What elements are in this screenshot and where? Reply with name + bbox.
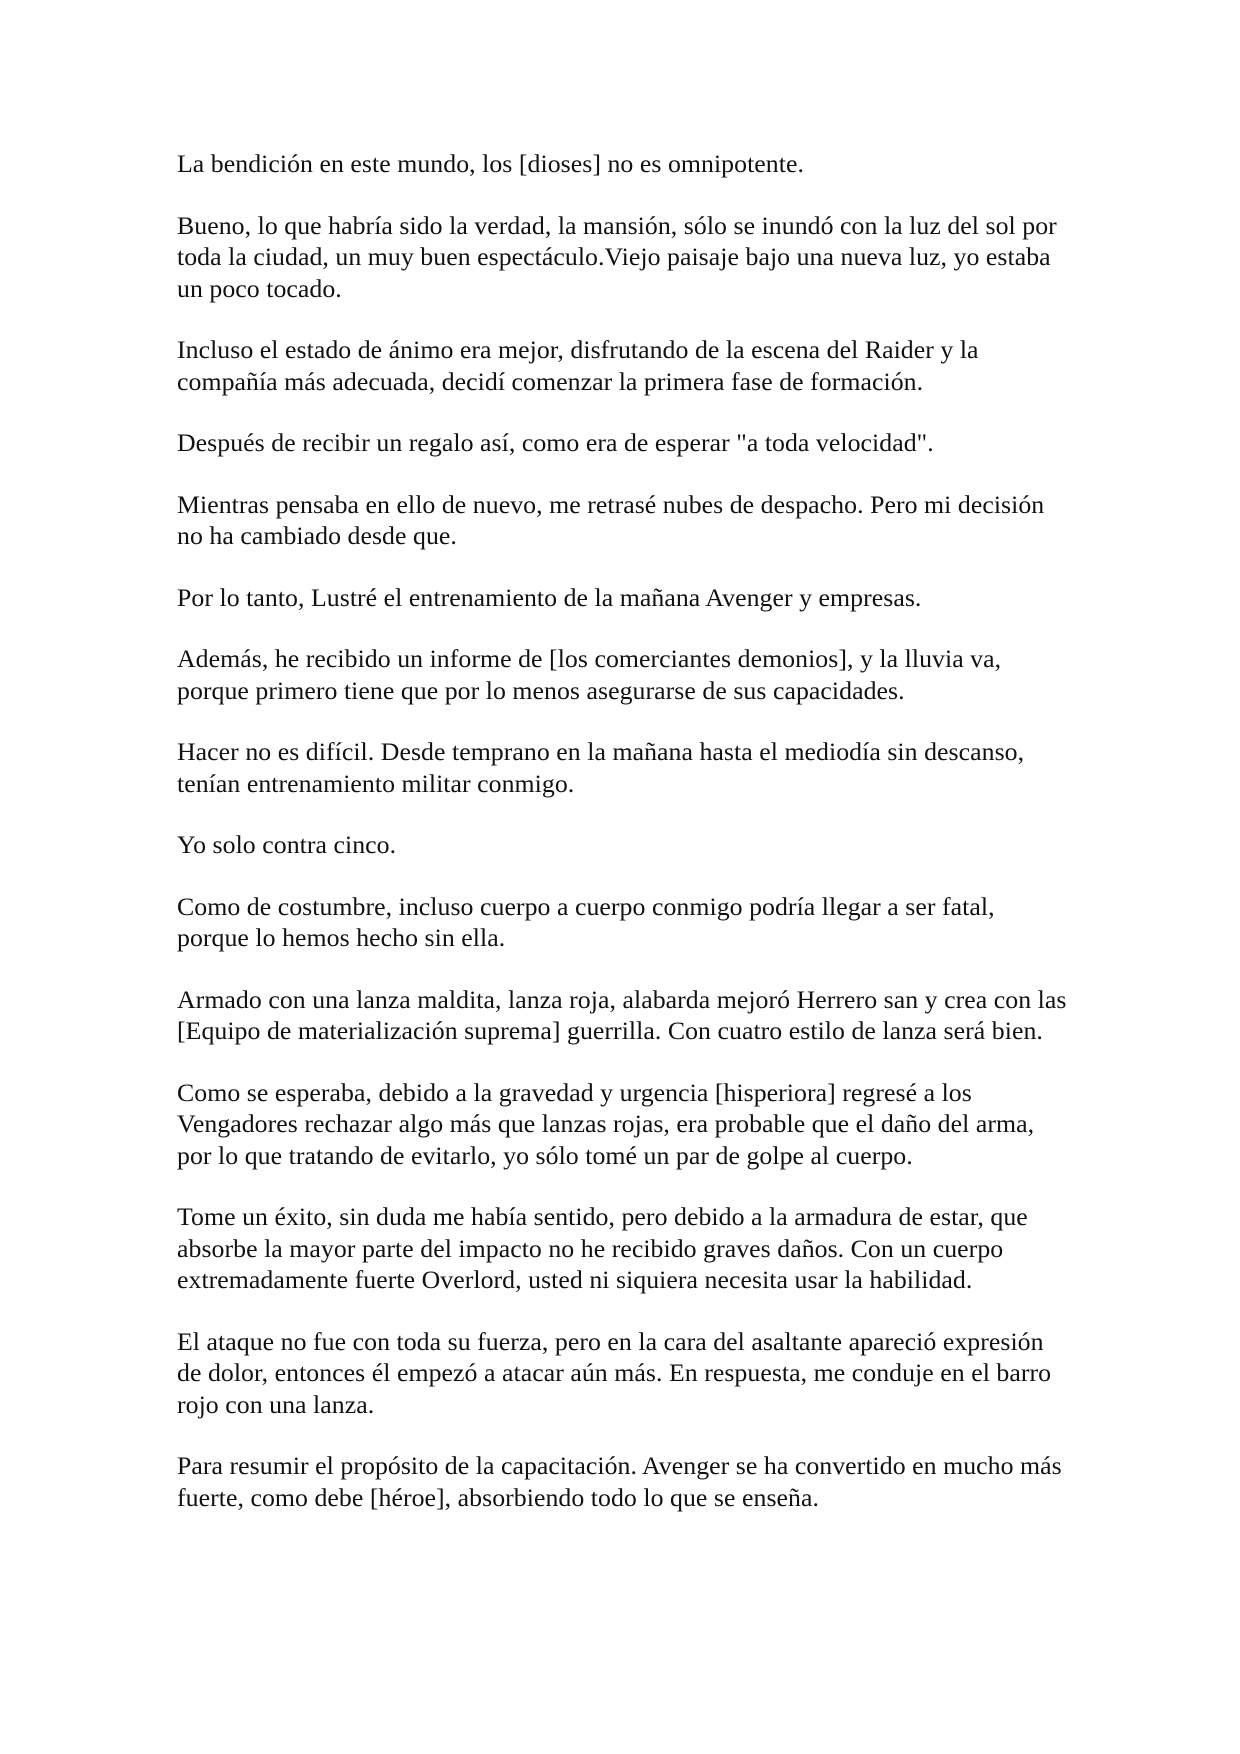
paragraph-4: Después de recibir un regalo así, como era de esperar "a toda velocidad". bbox=[177, 428, 934, 457]
paragraph-7: Además, he recibido un informe de [los comerciantes demonios], y la lluvia va, porque primero tiene que por lo menos asegurarse de sus capacidades. bbox=[177, 644, 1002, 705]
paragraph-9: Yo solo contra cinco. bbox=[177, 830, 397, 859]
paragraph-15: Para resumir el propósito de la capacitación. Avenger se ha convertido en mucho más fuerte, como debe [héroe], absorbiendo todo lo que se enseña. bbox=[177, 1451, 1062, 1512]
paragraph-2: Bueno, lo que habría sido la verdad, la mansión, sólo se inundó con la luz del sol por toda la ciudad, un muy buen espectáculo.Viejo paisaje bajo una nueva luz, yo estaba un poco tocado. bbox=[177, 210, 1057, 303]
paragraph-1: La bendición en este mundo, los [dioses] no es omnipotente. bbox=[177, 149, 804, 178]
paragraph-6: Por lo tanto, Lustré el entrenamiento de la mañana Avenger y empresas. bbox=[177, 582, 922, 612]
paragraph-3: Incluso el estado de ánimo era mejor, disfrutando de la escena del Raider y la compañía más adecuada, decidí comenzar la primera fase de formación. bbox=[177, 335, 979, 396]
paragraph-13: Tome un éxito, sin duda me había sentido, pero debido a la armadura de estar, que absorbe la mayor parte del impacto no he recibido graves daños. Con un cuerpo extremadamente fuerte Overlord, usted ni siquiera necesita usar la habilidad. bbox=[177, 1202, 1028, 1294]
paragraph-11: Armado con una lanza maldita, lanza roja, alabarda mejoró Herrero san y crea con las [Equipo de materialización suprema] guerrilla. Con cuatro estilo de lanza será bien. bbox=[177, 984, 1067, 1045]
paragraph-14: El ataque no fue con toda su fuerza, pero en la cara del asaltante apareció expresión de dolor, entonces él empezó a atacar aún más. En respuesta, me conduje en el barro rojo con una lanza. bbox=[177, 1326, 1052, 1419]
paragraph-8: Hacer no es difícil. Desde temprano en la mañana hasta el mediodía sin descanso, tenían entrenamiento militar conmigo. bbox=[177, 737, 1025, 798]
paragraph-10: Como de costumbre, incluso cuerpo a cuerpo conmigo podría llegar a ser fatal, porque lo hemos hecho sin ella. bbox=[177, 891, 995, 952]
paragraph-12: Como se esperaba, debido a la gravedad y urgencia [hisperiora] regresé a los Vengadores rechazar algo más que lanzas rojas, era probable que el daño del arma, por lo que tratando de evitarlo, yo sólo tomé un par de golpe al cuerpo. bbox=[177, 1077, 1035, 1170]
paragraph-5: Mientras pensaba en ello de nuevo, me retrasé nubes de despacho. Pero mi decisión no ha cambiado desde que. bbox=[177, 489, 1045, 550]
